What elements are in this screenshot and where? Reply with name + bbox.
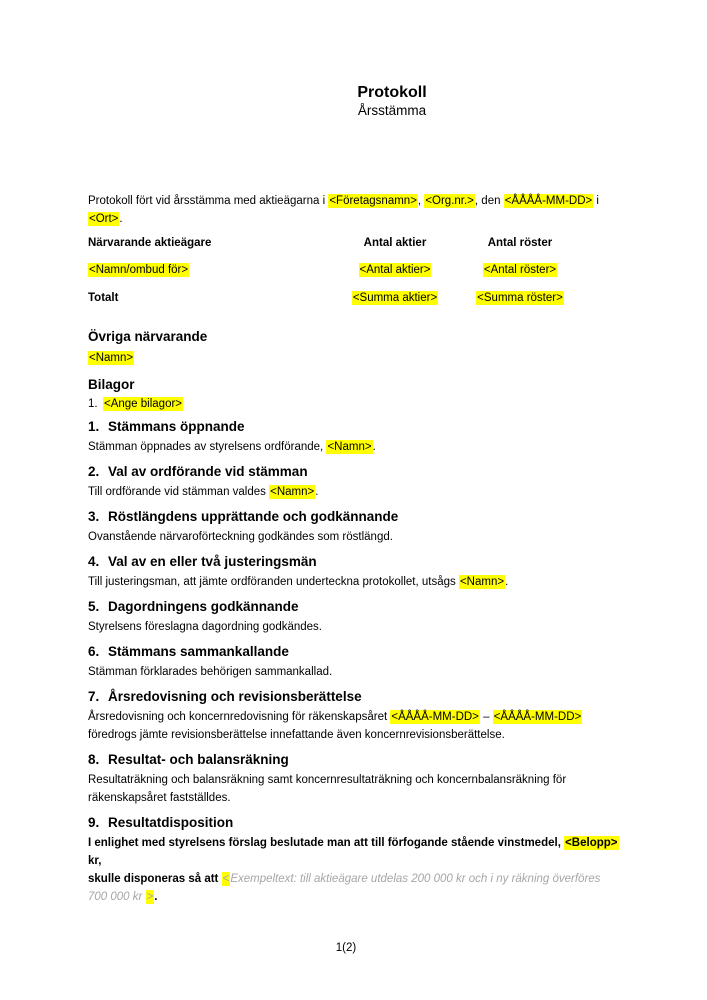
text-segment: . xyxy=(505,576,509,588)
section-heading xyxy=(88,418,628,435)
column-header-shares: Antal aktier xyxy=(363,237,427,249)
attachments-heading: Bilagor xyxy=(88,377,135,392)
table-row xyxy=(88,262,628,278)
placeholder-field[interactable]: <Antal aktier> xyxy=(359,264,431,276)
section-7 xyxy=(88,688,628,744)
section-title: Val av en eller två justeringsmän xyxy=(108,554,317,569)
attachment-item-number: 1. xyxy=(88,398,98,410)
document-page xyxy=(88,0,628,906)
section-heading xyxy=(88,688,628,705)
section-number: 3. xyxy=(88,509,100,524)
attachment-item xyxy=(88,395,628,413)
page-title: Protokoll xyxy=(357,84,427,101)
text-segment: Totalt xyxy=(88,292,119,304)
text-segment: . xyxy=(154,891,158,903)
attachment-item-text xyxy=(103,395,183,413)
text-segment: Ovanstående närvaroförteckning godkändes som röstlängd. xyxy=(88,531,393,543)
text-segment: kr, xyxy=(88,855,102,867)
text-segment: räkenskapsåret fastställdes. xyxy=(88,792,231,804)
section-heading xyxy=(88,508,628,525)
placeholder-field[interactable]: <Namn> xyxy=(459,576,505,588)
section-3 xyxy=(88,508,628,546)
section-body xyxy=(88,528,628,546)
section-heading xyxy=(88,643,628,660)
text-segment: 700 000 kr xyxy=(88,891,146,903)
section-title: Årsredovisning och revisionsberättelse xyxy=(108,689,362,704)
table-cell xyxy=(88,291,335,306)
section-title: Dagordningens godkännande xyxy=(108,599,299,614)
text-segment: föredrogs jämte revisionsberättelse innefattande även koncernrevisionsberättelse. xyxy=(88,729,505,741)
table-cell xyxy=(88,262,335,278)
section-title: Stämmans öppnande xyxy=(108,419,245,434)
section-body xyxy=(88,771,628,807)
placeholder-field[interactable]: <Ange bilagor> xyxy=(104,398,183,410)
section-4 xyxy=(88,553,628,591)
text-segment: Stämman öppnades av styrelsens ordförande, xyxy=(88,441,327,453)
section-body xyxy=(88,708,628,744)
section-title: Resultatdisposition xyxy=(108,815,234,830)
text-segment: Till ordförande vid stämman valdes xyxy=(88,486,270,498)
placeholder-field[interactable]: <Org.nr.> xyxy=(425,195,474,207)
section-heading xyxy=(88,463,628,480)
text-segment: I enlighet med styrelsens förslag beslutade man att till förfogande stående vinstmedel, xyxy=(88,837,565,849)
placeholder-field[interactable]: > xyxy=(146,891,154,903)
placeholder-field[interactable]: <ÅÅÅÅ-MM-DD> xyxy=(493,711,582,723)
section-number: 1. xyxy=(88,419,100,434)
placeholder-field[interactable]: <ÅÅÅÅ-MM-DD> xyxy=(504,195,593,207)
section-body xyxy=(88,618,628,636)
placeholder-field[interactable]: <Antal röster> xyxy=(483,264,557,276)
intro-paragraph xyxy=(88,192,628,228)
text-segment: Resultaträkning och balansräkning samt koncernresultaträkning och koncernbalansräkning för xyxy=(88,774,567,786)
section-title: Röstlängdens upprättande och godkännande xyxy=(108,509,399,524)
placeholder-field[interactable]: <Summa aktier> xyxy=(352,292,438,304)
section-body xyxy=(88,834,628,906)
column-header-attendees: Närvarande aktieägare xyxy=(88,237,212,249)
section-heading xyxy=(88,751,628,768)
table-header-row xyxy=(88,236,628,251)
placeholder-field[interactable]: < xyxy=(222,873,230,885)
footer-page-number: 1(2) xyxy=(335,942,357,954)
section-number: 9. xyxy=(88,815,100,830)
placeholder-field[interactable]: <Belopp> xyxy=(565,837,618,849)
section-1 xyxy=(88,418,628,456)
section-title: Resultat- och balansräkning xyxy=(108,752,289,767)
text-segment: skulle disponeras så att xyxy=(88,873,222,885)
section-6 xyxy=(88,643,628,681)
section-number: 4. xyxy=(88,554,100,569)
text-segment: – xyxy=(479,711,493,723)
text-segment: . xyxy=(119,213,123,225)
placeholder-field[interactable]: <ÅÅÅÅ-MM-DD> xyxy=(391,711,479,723)
other-attendees-block xyxy=(88,328,628,366)
placeholder-field[interactable]: <Ort> xyxy=(89,213,119,225)
text-segment: Stämman förklarades behörigen sammankallad. xyxy=(88,666,333,678)
page-subtitle: Årsstämma xyxy=(357,103,427,118)
text-segment: Till justeringsman, att jämte ordföranden underteckna protokollet, utsågs xyxy=(88,576,459,588)
section-body xyxy=(88,663,628,681)
section-title: Stämmans sammankallande xyxy=(108,644,289,659)
other-attendees-heading: Övriga närvarande xyxy=(88,329,208,344)
sections xyxy=(88,418,628,906)
attendance-table xyxy=(88,236,628,306)
attachments-block xyxy=(88,376,628,413)
table-row xyxy=(88,291,628,306)
section-8 xyxy=(88,751,628,807)
text-segment: Styrelsens föreslagna dagordning godkändes. xyxy=(88,621,322,633)
attachments-list xyxy=(88,395,628,413)
text-segment: Exempeltext: till aktieägare utdelas 200 000 kr och i ny räkning överföres xyxy=(230,873,601,885)
text-segment: , xyxy=(417,195,425,207)
column-header-votes: Antal röster xyxy=(487,237,553,249)
text-segment: . xyxy=(315,486,319,498)
text-segment: . xyxy=(372,441,376,453)
text-segment: , den xyxy=(474,195,504,207)
section-number: 8. xyxy=(88,752,100,767)
table-cell xyxy=(455,291,585,306)
placeholder-field[interactable]: <Summa röster> xyxy=(477,292,563,304)
section-9 xyxy=(88,814,628,906)
section-number: 7. xyxy=(88,689,100,704)
title-block xyxy=(88,83,628,119)
section-number: 6. xyxy=(88,644,100,659)
table-cell xyxy=(335,291,455,306)
section-body xyxy=(88,438,628,456)
placeholder-field[interactable]: <Namn/ombud för> xyxy=(89,264,189,276)
placeholder-field[interactable]: <Namn> xyxy=(270,486,315,498)
placeholder-field[interactable]: <Namn> xyxy=(327,441,372,453)
section-2 xyxy=(88,463,628,501)
text-segment: Årsredovisning och koncernredovisning för räkenskapsåret xyxy=(88,711,391,723)
section-body xyxy=(88,573,628,591)
table-cell xyxy=(335,262,455,278)
placeholder-field[interactable]: <Företagsnamn> xyxy=(329,195,417,207)
section-heading xyxy=(88,598,628,615)
section-title: Val av ordförande vid stämman xyxy=(108,464,308,479)
section-number: 2. xyxy=(88,464,100,479)
table-body xyxy=(88,262,628,306)
other-attendees-names xyxy=(88,350,628,366)
section-5 xyxy=(88,598,628,636)
placeholder-field[interactable]: <Namn> xyxy=(89,352,134,364)
table-cell xyxy=(455,262,585,278)
section-heading xyxy=(88,553,628,570)
text-segment: Protokoll fört vid årsstämma med aktieägarna i xyxy=(88,195,329,207)
section-heading xyxy=(88,814,628,831)
section-body xyxy=(88,483,628,501)
section-number: 5. xyxy=(88,599,100,614)
text-segment: i xyxy=(593,195,599,207)
